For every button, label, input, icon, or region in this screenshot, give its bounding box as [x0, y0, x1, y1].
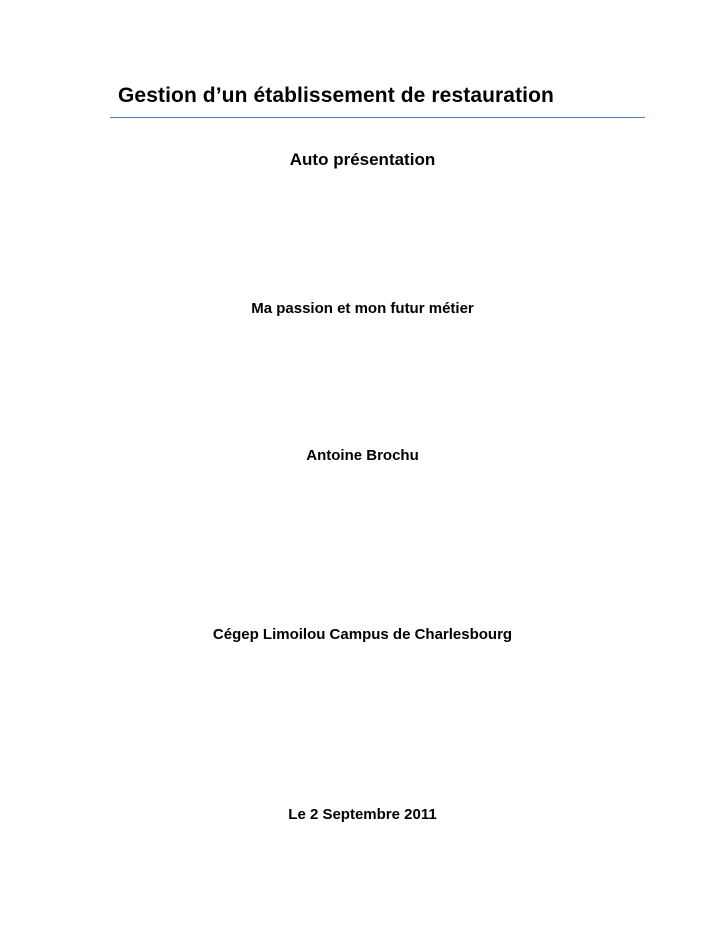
title-underline-rule [110, 117, 645, 118]
institution-name: Cégep Limoilou Campus de Charlesbourg [212, 626, 513, 643]
document-title: Gestion d’un établissement de restauration [118, 84, 554, 107]
document-topic: Ma passion et mon futur métier [251, 300, 474, 317]
author-name: Antoine Brochu [306, 447, 419, 464]
document-subtitle: Auto présentation [289, 150, 436, 169]
document-date: Le 2 Septembre 2011 [288, 806, 437, 823]
